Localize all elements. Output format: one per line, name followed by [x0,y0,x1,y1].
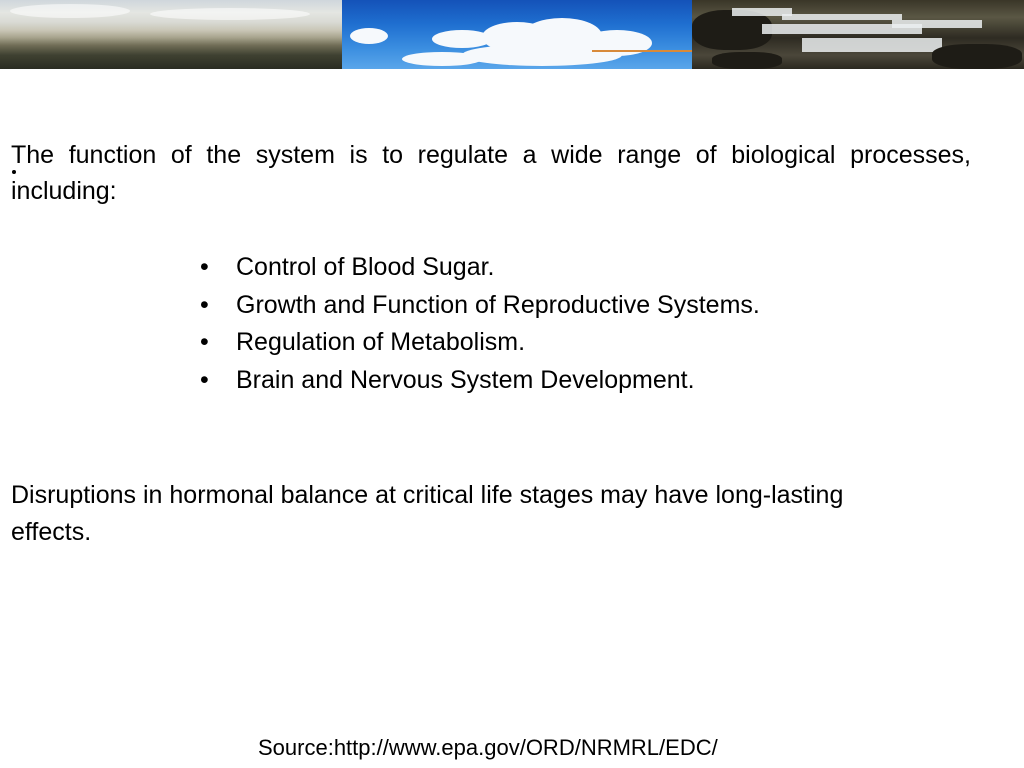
list-item-text: Regulation of Metabolism. [236,328,526,356]
list-item [196,287,760,325]
source-citation: Source:http://www.epa.gov/ORD/NRMRL/EDC/ [258,735,718,760]
intro-paragraph: The function of the system is to regulate a wide range of biological processes, including: [11,141,971,205]
list-item [196,324,760,362]
closing-paragraph: Disruptions in hormonal balance at critical life stages may have long-lasting effects. [11,481,844,546]
bullet-icon: • [200,328,209,356]
landscape-photo [0,0,342,69]
header-banner [0,0,1024,69]
list-item-text: Control of Blood Sugar. [236,253,495,281]
bullet-list [196,249,760,399]
list-item [196,249,760,287]
bullet-icon: • [200,365,209,394]
list-item-text: Brain and Nervous System Development. [236,365,695,394]
bullet-icon: • [200,290,209,319]
bullet-icon: • [200,253,209,281]
waterfall-photo [692,0,1024,69]
list-item [196,362,760,400]
list-item-text: Growth and Function of Reproductive Systems. [236,290,760,319]
sky-clouds-photo [342,0,692,69]
